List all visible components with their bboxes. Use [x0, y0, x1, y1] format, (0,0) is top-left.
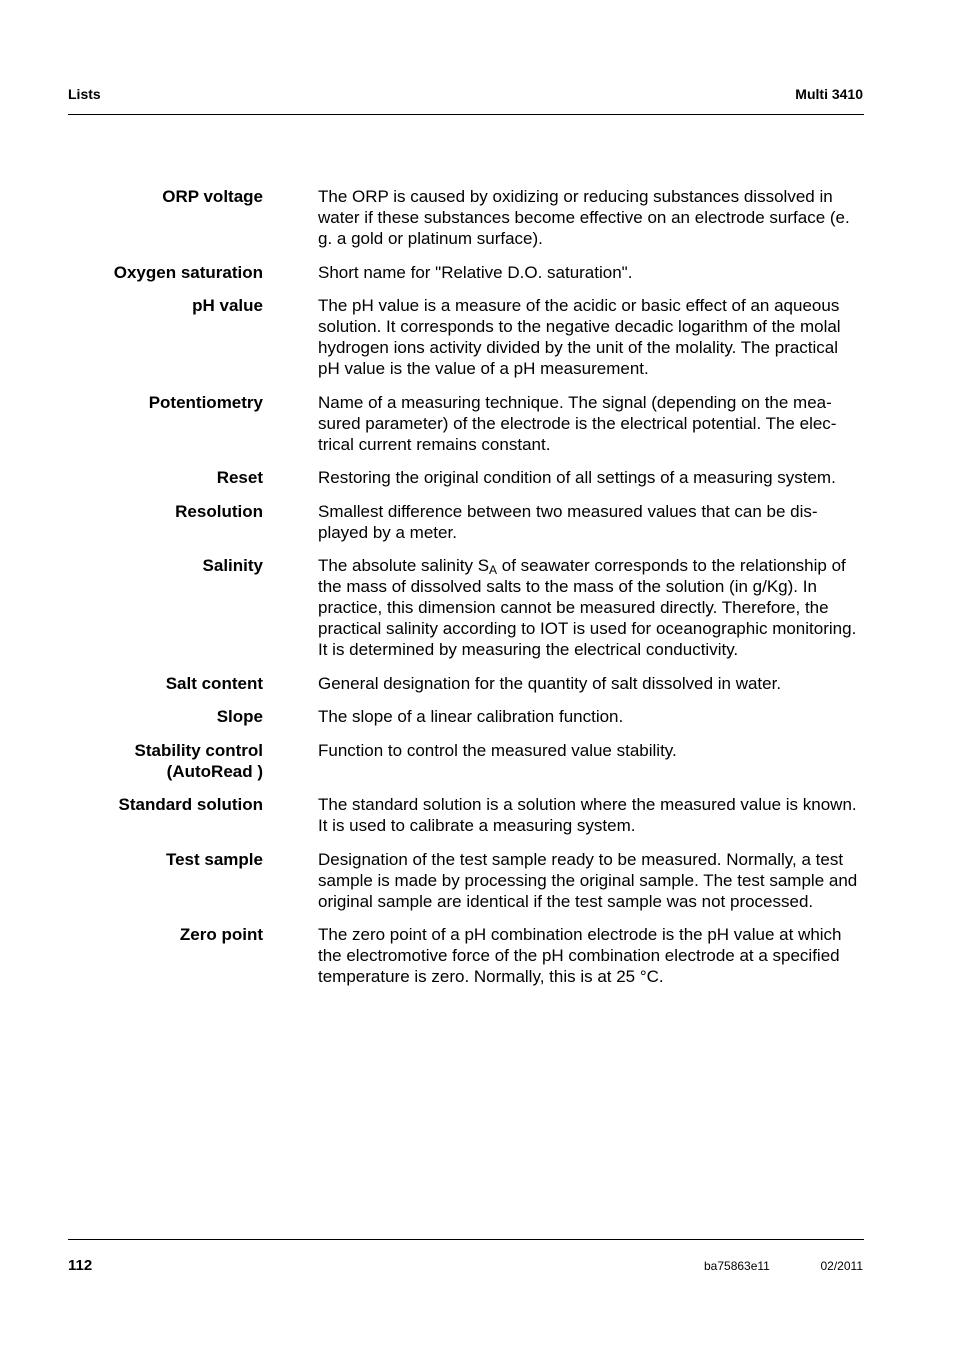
glossary-definition: The zero point of a pH combination electrode is the pH value at which the electromotive force of the pH combination electrode at a specified temperature is zero. Normally, this is at 25 °C. — [318, 925, 842, 986]
glossary-definition: Function to control the measured value stability. — [318, 740, 677, 760]
glossary-definition: Smallest difference between two measured values that can be dis-played by a meter. — [318, 501, 818, 542]
glossary-entry-stability-control — [68, 740, 858, 782]
definition-text: The absolute salinity S — [318, 556, 490, 575]
definition-text: of seawater corresponds to the relationship of the mass of dissolved salts to the mass of the solution (in g/Kg). In practice, this dimension cannot be measured directly. Therefore, the practical salinity according to IOT is used for oceanographic monitoring. It is determined by measuring the electrical conductivity. — [318, 556, 857, 659]
glossary-term — [68, 740, 263, 782]
glossary-entry-test-sample — [68, 849, 858, 912]
header-product-name: Multi 3410 — [795, 86, 863, 102]
document-id: ba75863e11 — [704, 1259, 770, 1273]
glossary-definition: The pH value is a measure of the acidic or basic effect of an aqueous solution. It corresponds to the negative decadic logarithm of the molal hydrogen ions activity divided by the unit of the molality. The practical pH value is the value of a pH measurement. — [318, 296, 841, 378]
page-number: 112 — [68, 1257, 93, 1274]
glossary-entry-orp-voltage — [68, 186, 858, 249]
glossary-term: Test sample — [165, 849, 263, 869]
glossary-term: Standard solution — [118, 795, 263, 814]
glossary-term: Zero point — [179, 925, 263, 944]
glossary-definition — [318, 555, 858, 660]
glossary-term: pH value — [192, 296, 263, 315]
glossary-entry-slope — [68, 706, 858, 727]
glossary-entry-standard-solution — [68, 794, 858, 836]
glossary-term: Salinity — [202, 556, 263, 575]
glossary-definition: Name of a measuring technique. The signal (depending on the mea-sured parameter) of the electrode is the electrical potential. The elec-trical current remains constant. — [318, 392, 837, 454]
glossary-term: ORP voltage — [162, 187, 263, 206]
subscript-a: A — [489, 563, 498, 577]
header-section-title: Lists — [68, 86, 101, 102]
term-line: Stability control — [134, 740, 263, 760]
glossary-definition: Short name for "Relative D.O. saturation". — [318, 262, 633, 282]
glossary-list — [68, 186, 858, 1000]
glossary-term: Resolution — [175, 501, 263, 521]
term-line: (AutoRead ) — [166, 761, 263, 781]
definition-line: The standard solution is a solution where the measured value is known. — [318, 795, 857, 814]
glossary-definition: General designation for the quantity of salt dissolved in water. — [318, 673, 782, 693]
footer-divider — [68, 1239, 864, 1240]
glossary-definition: Designation of the test sample ready to be measured. Normally, a test sample is made by processing the original sample. The test sample and original sample are identical if the test sample was not processed. — [318, 849, 858, 911]
glossary-term: Reset — [216, 468, 263, 487]
glossary-entry-zero-point — [68, 924, 858, 987]
definition-line: It is used to calibrate a measuring system. — [318, 816, 636, 835]
glossary-entry-ph-value — [68, 295, 858, 379]
glossary-entry-reset — [68, 467, 858, 488]
glossary-term: Oxygen saturation — [113, 262, 263, 282]
glossary-definition — [318, 794, 858, 836]
glossary-term: Potentiometry — [148, 392, 263, 412]
glossary-entry-potentiometry — [68, 392, 858, 455]
glossary-definition: The ORP is caused by oxidizing or reducing substances dissolved in water if these substances become effective on an electrode surface (e. g. a gold or platinum surface). — [318, 187, 850, 248]
glossary-entry-salt-content — [68, 673, 858, 694]
document-date: 02/2011 — [820, 1259, 863, 1273]
glossary-entry-salinity — [68, 555, 858, 660]
header-divider — [68, 114, 864, 115]
glossary-term: Salt content — [165, 673, 263, 693]
glossary-term: Slope — [216, 707, 263, 726]
glossary-definition: Restoring the original condition of all settings of a measuring system. — [318, 468, 836, 487]
glossary-definition: The slope of a linear calibration function. — [318, 707, 624, 726]
glossary-entry-resolution — [68, 501, 858, 543]
glossary-entry-oxygen-saturation — [68, 262, 858, 283]
